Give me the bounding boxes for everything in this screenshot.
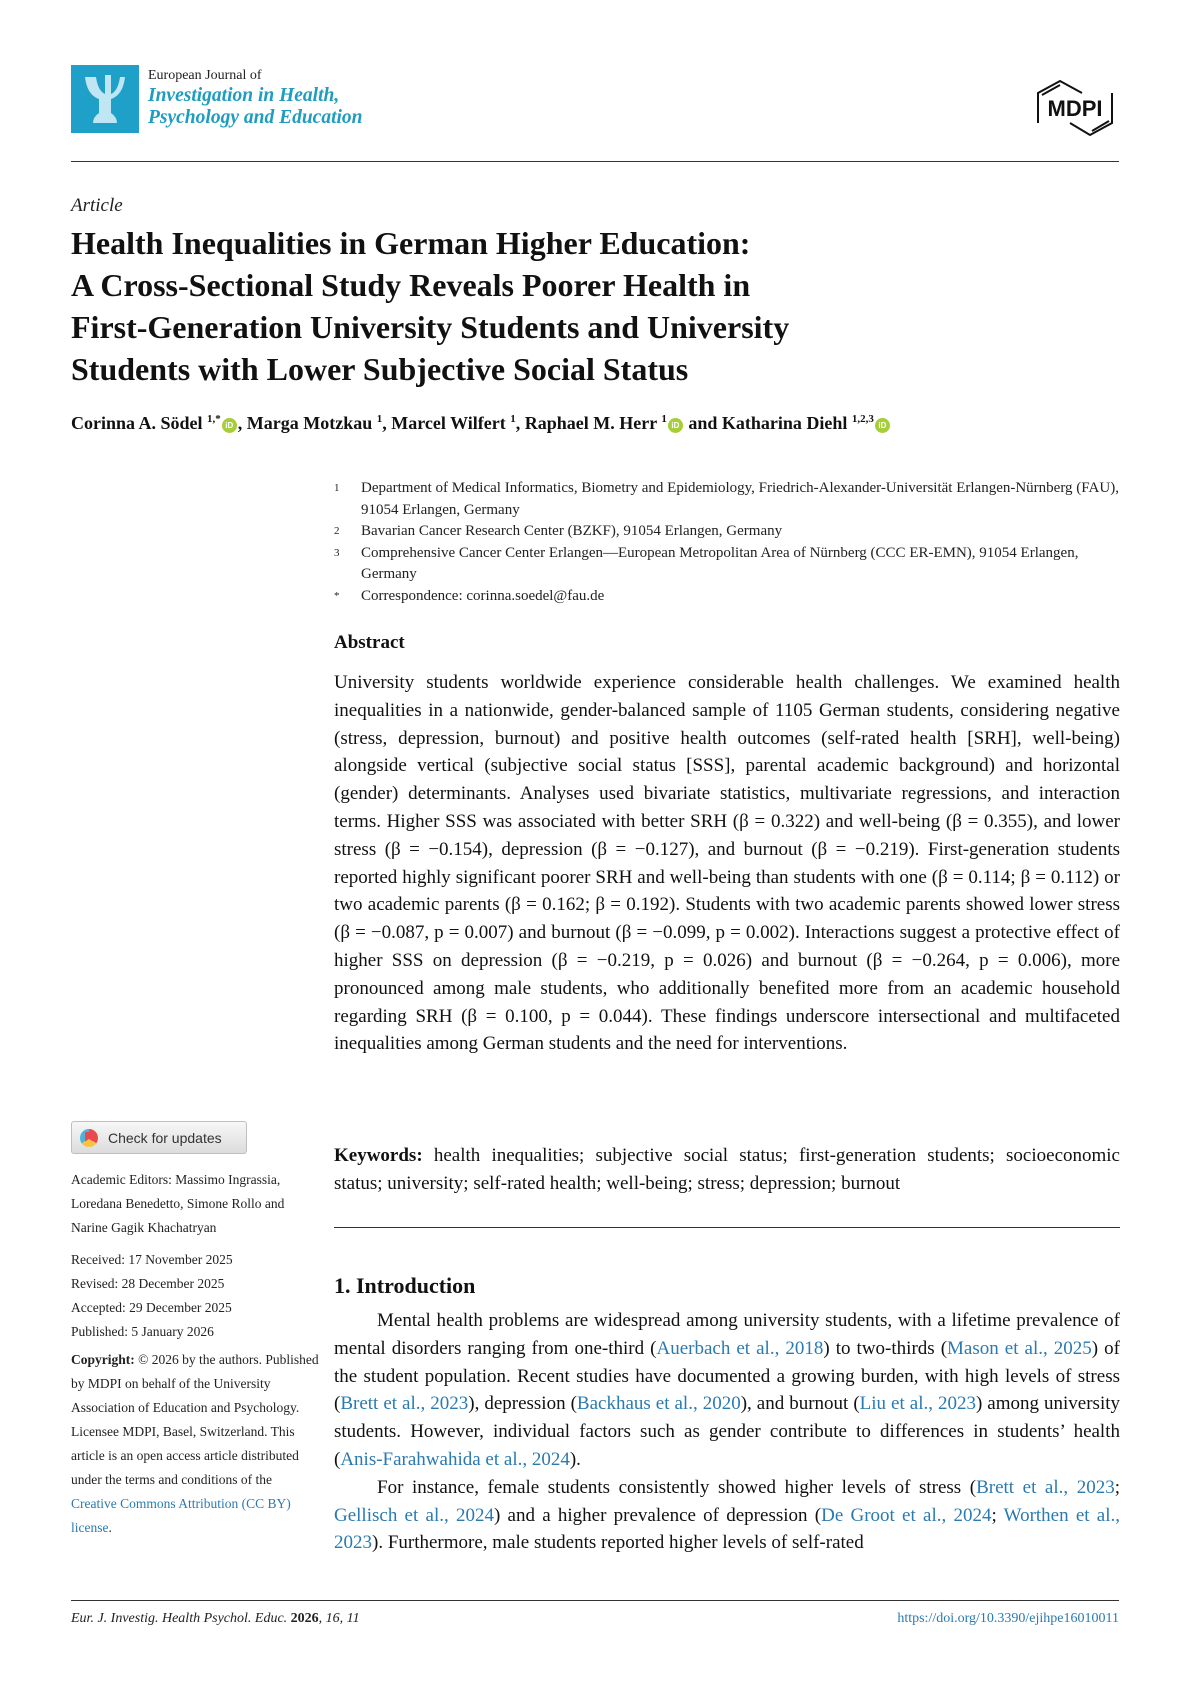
keywords-label: Keywords: xyxy=(334,1145,423,1166)
copyright-label: Copyright: xyxy=(71,1352,135,1367)
citation-link[interactable]: Worthen et al., 2023 xyxy=(334,1504,1121,1554)
title-line: First-Generation University Students and University xyxy=(71,309,790,345)
paragraph xyxy=(334,1474,1120,1557)
psi-logo-icon xyxy=(71,65,139,133)
keywords xyxy=(334,1142,1120,1198)
title-line: A Cross-Sectional Study Reveals Poorer Health in xyxy=(71,267,751,303)
text: ), and burnout ( xyxy=(740,1393,860,1415)
journal-name xyxy=(148,85,363,129)
text: ; xyxy=(991,1504,1004,1526)
journal-abbrev: Eur. J. Investig. Health Psychol. Educ. xyxy=(71,1611,288,1626)
author-affil-sup: 1,2,3 xyxy=(851,413,874,425)
text: . xyxy=(108,1520,112,1535)
bookmark-update-icon xyxy=(80,1129,98,1147)
copyright-notice xyxy=(71,1348,321,1540)
affiliation-item xyxy=(334,543,1134,586)
author-name[interactable]: Raphael M. Herr xyxy=(524,413,657,433)
affiliation-text: Comprehensive Cancer Center Erlangen—European Metropolitan Area of Nürnberg (CCC ER-EMN), 91054 Erlangen, Germany xyxy=(361,544,1079,582)
journal-name-line1: Investigation in Health, xyxy=(148,85,340,106)
affiliation-number: 1 xyxy=(334,482,340,494)
citation-link[interactable]: Gellisch et al., 2024 xyxy=(334,1504,494,1526)
text: ). xyxy=(569,1448,581,1470)
text: For instance, female students consistently showed higher levels of stress ( xyxy=(377,1476,977,1498)
orcid-icon[interactable]: iD xyxy=(875,418,890,433)
citation-link[interactable]: Brett et al., 2023 xyxy=(976,1476,1115,1498)
text: ) among university students. However, individual factors such as gender contribute to differences in students’ health ( xyxy=(334,1393,1121,1470)
article-title xyxy=(71,222,971,390)
correspondence-email[interactable]: Correspondence: corinna.soedel@fau.de xyxy=(361,587,605,604)
svg-text:MDPI: MDPI xyxy=(1047,96,1103,121)
affiliation-text: Bavarian Cancer Research Center (BZKF), 91054 Erlangen, Germany xyxy=(361,523,783,539)
citation-footer xyxy=(71,1611,360,1627)
citation-volume: , 16, 11 xyxy=(318,1611,360,1626)
author-affil-sup: 1,* xyxy=(207,413,221,425)
author-separator: , xyxy=(382,413,392,433)
citation-link[interactable]: Brett et al., 2023 xyxy=(340,1393,469,1415)
citation-link[interactable]: Anis-Farahwahida et al., 2024 xyxy=(340,1448,570,1470)
affiliation-item xyxy=(334,478,1134,521)
keywords-list: health inequalities; subjective social status; first-generation students; socioeconomic status; university; self-rated health; well-being; stress; depression; burnout xyxy=(334,1145,1120,1194)
author-separator: , xyxy=(515,413,525,433)
citation-year: 2026 xyxy=(290,1611,319,1626)
article-type: Article xyxy=(71,195,123,216)
text: Mental health problems are widespread among university students, with a lifetime prevalence of mental disorders ranging from one-third ( xyxy=(334,1310,1120,1359)
footer-divider xyxy=(71,1600,1119,1601)
license-link[interactable]: Creative Commons Attribution (CC BY) license xyxy=(71,1496,291,1535)
author-name[interactable]: Marcel Wilfert xyxy=(391,413,506,433)
title-line: Students with Lower Subjective Social Status xyxy=(71,351,689,387)
affiliation-item xyxy=(334,521,1134,543)
check-for-updates-label: Check for updates xyxy=(108,1129,222,1146)
affiliation-text: Department of Medical Informatics, Biometry and Epidemiology, Friedrich-Alexander-Universität Erlangen-Nürnberg (FAU), 91054 Erlangen, Germany xyxy=(361,480,1119,518)
introduction-body xyxy=(334,1307,1120,1557)
author-affil-sup: 1 xyxy=(376,413,383,425)
correspondence xyxy=(334,586,1134,608)
text: ) of the student population. Recent studies have documented a growing burden, with high levels of stress ( xyxy=(334,1337,1120,1415)
published-date: Published: 5 January 2026 xyxy=(71,1324,214,1339)
academic-editors: Academic Editors: Massimo Ingrassia, Loredana Benedetto, Simone Rollo and Narine Gagik Khachatryan xyxy=(71,1172,285,1235)
text: ; xyxy=(1114,1476,1120,1498)
citation-link[interactable]: Liu et al., 2023 xyxy=(859,1393,976,1415)
author-affil-sup: 1 xyxy=(510,413,516,425)
author-name[interactable]: Marga Motzkau xyxy=(246,413,373,433)
paragraph xyxy=(334,1307,1120,1474)
citation-link[interactable]: Mason et al., 2025 xyxy=(947,1337,1092,1359)
author-affil-sup: 1 xyxy=(661,413,667,425)
section-heading-introduction: 1. Introduction xyxy=(334,1273,476,1298)
text: ). Furthermore, male students reported higher levels of self-rated xyxy=(372,1532,864,1554)
accepted-date: Accepted: 29 December 2025 xyxy=(71,1300,232,1315)
orcid-icon[interactable]: iD xyxy=(222,418,237,433)
author-separator: and xyxy=(683,413,722,433)
citation-link[interactable]: Backhaus et al., 2020 xyxy=(576,1393,741,1415)
text: ) and a higher prevalence of depression ( xyxy=(493,1504,822,1526)
abstract-text: University students worldwide experience considerable health challenges. We examined health inequalities in a nationwide, gender-balanced sample of 1105 German students, considering negative (stress, depression, burnout) and positive health outcomes (self-rated health [SRH], well-being) alongside vertical (subjective social status [SSS], parental academic background) and horizontal (gender) determinants. Analyses used bivariate statistics, multivariate regressions, and interaction terms. Higher SSS was associated with better SRH (β = 0.322) and well-being (β = 0.355), and lower stress (β = −0.154), depression (β = −0.127), and burnout (β = −0.219). First-generation students reported highly significant poorer SRH and well-being than students with one (β = 0.114; β = 0.112) or two academic parents (β = 0.162; β = 0.192). Students with two academic parents showed lower stress (β = −0.087, p = 0.007) and burnout (β = −0.099, p = 0.002). Interactions suggest a protective effect of higher SSS on depression (β = −0.219, p = 0.026) and burnout (β = −0.264, p = 0.006), more pronounced among male students, who additionally benefited more from an academic household regarding SRH (β = 0.100, p = 0.044). These findings underscore intersectional and multifaceted inequalities among German students and the need for interventions. xyxy=(334,672,1120,1055)
author-name[interactable]: Corinna A. Södel xyxy=(71,413,203,433)
journal-logo xyxy=(71,65,139,133)
header-divider xyxy=(71,161,1119,162)
affiliation-number: 3 xyxy=(334,546,340,559)
correspondence-marker: * xyxy=(334,589,340,602)
affiliation-number: 2 xyxy=(334,525,340,537)
doi-link[interactable]: https://doi.org/10.3390/ejihpe16010011 xyxy=(897,1611,1119,1626)
copyright-text: © 2026 by the authors. Published by MDPI on behalf of the University Association of Education and Psychology. Licensee MDPI, Basel, Switzerland. This article is an open access article distributed under the terms and conditions of the xyxy=(71,1352,319,1487)
mdpi-logo[interactable] xyxy=(1030,75,1120,137)
author-name[interactable]: Katharina Diehl xyxy=(721,413,848,433)
author-list xyxy=(71,413,891,434)
section-divider xyxy=(334,1227,1120,1228)
publication-dates xyxy=(71,1248,321,1344)
citation-link[interactable]: De Groot et al., 2024 xyxy=(821,1504,992,1526)
citation-link[interactable]: Auerbach et al., 2018 xyxy=(656,1337,824,1359)
text: ), depression ( xyxy=(468,1393,577,1415)
journal-name-line2: Psychology and Education xyxy=(148,107,363,128)
author-separator: , xyxy=(237,413,247,433)
revised-date: Revised: 28 December 2025 xyxy=(71,1276,225,1291)
received-date: Received: 17 November 2025 xyxy=(71,1252,233,1267)
abstract-heading: Abstract xyxy=(334,632,405,653)
journal-prefix: European Journal of xyxy=(148,68,262,83)
hexagon-icon xyxy=(1030,75,1120,137)
orcid-icon[interactable]: iD xyxy=(668,418,683,433)
affiliations xyxy=(334,478,1134,607)
check-for-updates-button[interactable] xyxy=(71,1121,247,1154)
text: ) to two-thirds ( xyxy=(823,1337,948,1359)
title-line: Health Inequalities in German Higher Education: xyxy=(71,225,751,261)
